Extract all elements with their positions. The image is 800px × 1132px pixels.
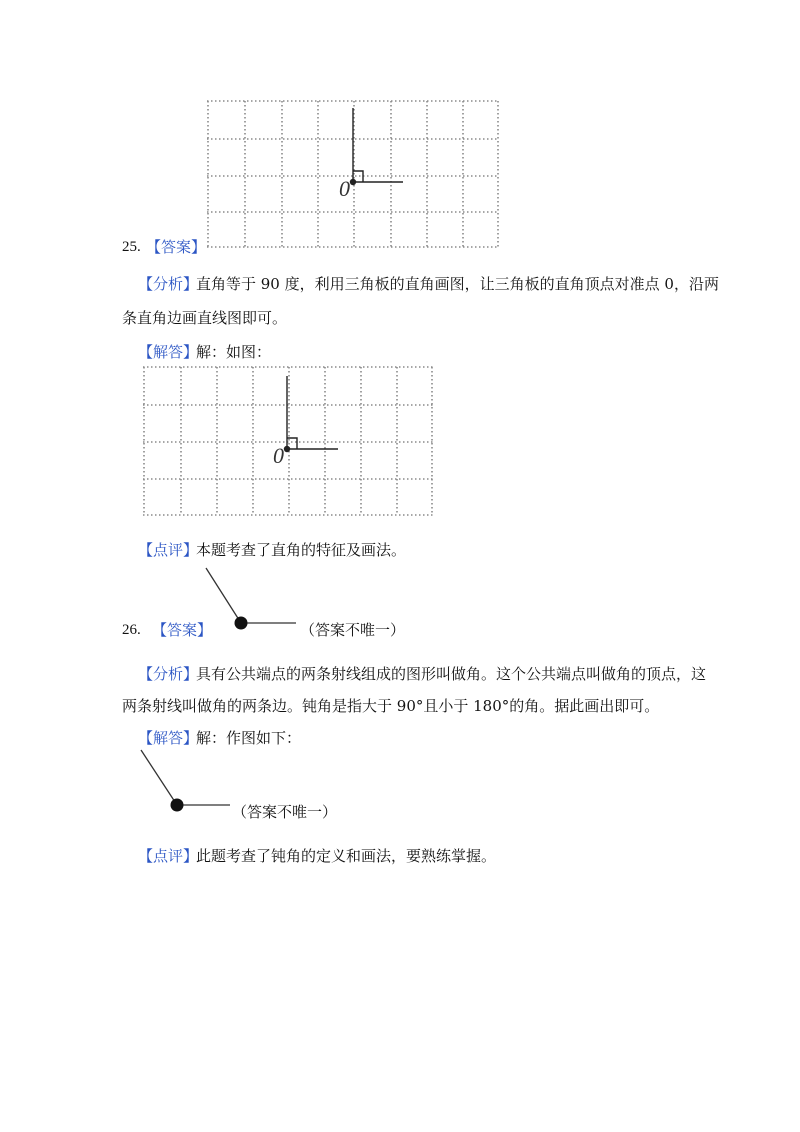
q25-comment-tag: 【点评】: [138, 541, 199, 559]
right-angle-grid: [205, 98, 501, 250]
q25-analysis-tag: 【分析】: [138, 275, 199, 293]
vertex-label: 0: [273, 443, 284, 468]
q26-figure-note-2: （答案不唯一）: [232, 803, 338, 821]
q26-solution-tag: 【解答】: [138, 729, 199, 747]
q25-solution-text: 解：如图：: [196, 343, 272, 361]
q26-figure-note: （答案不唯一）: [300, 621, 406, 639]
q26-analysis-tag: 【分析】: [138, 665, 199, 683]
right-angle-grid: [141, 364, 435, 518]
q25-analysis-line1: 直角等于 90 度，利用三角板的直角画图，让三角板的直角顶点对准点 0，沿两: [196, 275, 719, 293]
q26-answer-tag: 【答案】: [152, 621, 213, 639]
q25-answer-tag: 【答案】: [146, 238, 207, 256]
q26-comment-tag: 【点评】: [138, 847, 199, 865]
q26-number: 26.: [122, 622, 141, 638]
q25-analysis-line2: 条直角边画直线图即可。: [122, 309, 288, 327]
q25-number: 25.: [122, 239, 141, 255]
q25-comment-text: 本题考查了直角的特征及画法。: [196, 541, 407, 559]
q26-analysis-line1: 具有公共端点的两条射线组成的图形叫做角。这个公共端点叫做角的顶点，这: [196, 665, 707, 683]
obtuse-angle-figure: [200, 566, 310, 636]
q26-analysis-line2: 两条射线叫做角的两条边。钝角是指大于 90°且小于 180°的角。据此画出即可。: [122, 697, 660, 715]
q25-solution-tag: 【解答】: [138, 343, 199, 361]
q26-solution-text: 解：作图如下：: [196, 729, 302, 747]
obtuse-angle-figure: [136, 748, 236, 818]
q25-answer-figure: [205, 98, 501, 250]
vertex-label: 0: [339, 176, 350, 201]
q26-comment-text: 此题考查了钝角的定义和画法，要熟练掌握。: [196, 847, 497, 865]
q25-solution-figure: [141, 364, 435, 518]
